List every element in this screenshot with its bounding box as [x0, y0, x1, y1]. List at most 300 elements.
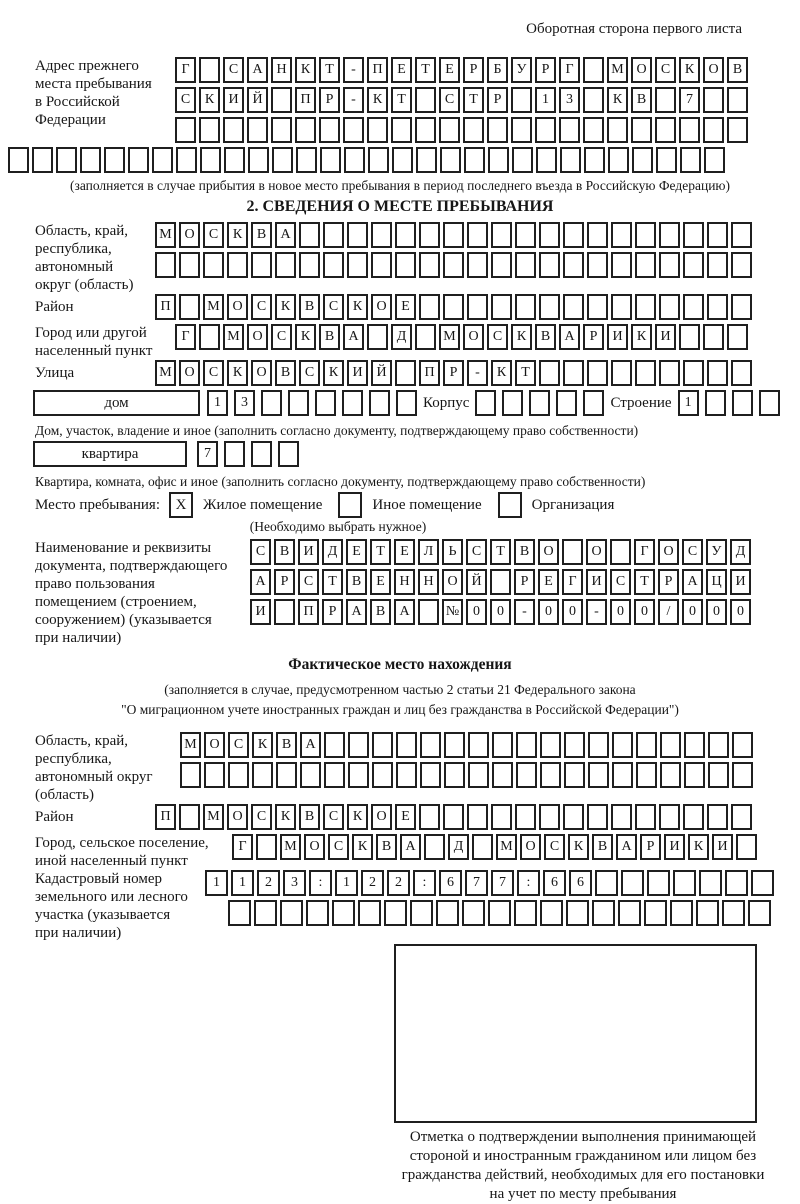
char-cell[interactable] — [587, 804, 608, 830]
char-cell[interactable] — [436, 900, 459, 926]
char-cell[interactable]: Ь — [442, 539, 463, 565]
char-cell[interactable] — [736, 834, 757, 860]
char-cell[interactable]: Р — [658, 569, 679, 595]
char-cell[interactable]: А — [559, 324, 580, 350]
char-cell[interactable]: О — [371, 294, 392, 320]
char-cell[interactable]: В — [275, 360, 296, 386]
char-cell[interactable] — [272, 147, 293, 173]
char-cell[interactable] — [415, 87, 436, 113]
char-cell[interactable]: Й — [247, 87, 268, 113]
char-cell[interactable] — [670, 900, 693, 926]
char-cell[interactable]: К — [607, 87, 628, 113]
char-cell[interactable] — [80, 147, 101, 173]
char-cell[interactable]: О — [703, 57, 724, 83]
char-cell[interactable] — [583, 57, 604, 83]
char-cell[interactable]: Т — [391, 87, 412, 113]
char-cell[interactable] — [384, 900, 407, 926]
char-cell[interactable]: К — [227, 222, 248, 248]
char-cell[interactable]: П — [155, 294, 176, 320]
char-cell[interactable] — [635, 222, 656, 248]
char-cell[interactable]: С — [271, 324, 292, 350]
char-cell[interactable] — [683, 222, 704, 248]
char-cell[interactable] — [467, 804, 488, 830]
char-cell[interactable]: Т — [463, 87, 484, 113]
char-cell[interactable] — [759, 390, 780, 416]
char-cell[interactable]: М — [180, 732, 201, 758]
char-cell[interactable]: : — [413, 870, 436, 896]
char-cell[interactable]: К — [511, 324, 532, 350]
char-cell[interactable]: М — [607, 57, 628, 83]
char-cell[interactable]: Г — [559, 57, 580, 83]
char-cell[interactable] — [587, 252, 608, 278]
char-cell[interactable]: В — [346, 569, 367, 595]
char-cell[interactable] — [419, 252, 440, 278]
char-cell[interactable] — [416, 147, 437, 173]
char-cell[interactable] — [659, 360, 680, 386]
char-cell[interactable] — [467, 252, 488, 278]
char-cell[interactable] — [540, 900, 563, 926]
char-cell[interactable]: К — [275, 294, 296, 320]
char-cell[interactable] — [540, 762, 561, 788]
char-cell[interactable]: 0 — [706, 599, 727, 625]
char-cell[interactable] — [684, 762, 705, 788]
char-cell[interactable]: И — [730, 569, 751, 595]
char-cell[interactable] — [611, 222, 632, 248]
char-cell[interactable] — [8, 147, 29, 173]
char-cell[interactable]: 6 — [569, 870, 592, 896]
char-cell[interactable]: Е — [346, 539, 367, 565]
char-cell[interactable]: Р — [514, 569, 535, 595]
char-cell[interactable] — [583, 117, 604, 143]
char-cell[interactable] — [306, 900, 329, 926]
char-cell[interactable] — [472, 834, 493, 860]
char-cell[interactable] — [342, 390, 363, 416]
char-cell[interactable] — [502, 390, 523, 416]
char-cell[interactable]: № — [442, 599, 463, 625]
char-cell[interactable]: В — [319, 324, 340, 350]
char-cell[interactable]: Й — [466, 569, 487, 595]
char-cell[interactable] — [278, 441, 299, 467]
char-cell[interactable]: С — [323, 804, 344, 830]
char-cell[interactable]: Т — [634, 569, 655, 595]
char-cell[interactable] — [152, 147, 173, 173]
char-cell[interactable] — [559, 117, 580, 143]
char-cell[interactable] — [515, 252, 536, 278]
char-cell[interactable]: К — [275, 804, 296, 830]
char-cell[interactable] — [595, 870, 618, 896]
char-cell[interactable]: И — [586, 569, 607, 595]
char-cell[interactable] — [323, 222, 344, 248]
char-cell[interactable] — [511, 87, 532, 113]
char-cell[interactable]: О — [304, 834, 325, 860]
char-cell[interactable]: П — [155, 804, 176, 830]
char-cell[interactable]: И — [223, 87, 244, 113]
char-cell[interactable] — [348, 732, 369, 758]
char-cell[interactable] — [610, 539, 631, 565]
char-cell[interactable]: К — [679, 57, 700, 83]
char-cell[interactable] — [395, 252, 416, 278]
char-cell[interactable] — [655, 87, 676, 113]
char-cell[interactable]: А — [616, 834, 637, 860]
char-cell[interactable] — [563, 804, 584, 830]
char-cell[interactable] — [180, 762, 201, 788]
char-cell[interactable]: 1 — [231, 870, 254, 896]
char-cell[interactable] — [612, 762, 633, 788]
char-cell[interactable] — [583, 390, 604, 416]
char-cell[interactable] — [673, 870, 696, 896]
char-cell[interactable]: К — [295, 57, 316, 83]
char-cell[interactable] — [659, 252, 680, 278]
char-cell[interactable] — [104, 147, 125, 173]
char-cell[interactable]: М — [203, 294, 224, 320]
char-cell[interactable]: У — [511, 57, 532, 83]
char-cell[interactable]: Г — [175, 324, 196, 350]
char-cell[interactable] — [707, 252, 728, 278]
char-cell[interactable] — [491, 222, 512, 248]
char-cell[interactable] — [128, 147, 149, 173]
char-cell[interactable] — [539, 360, 560, 386]
char-cell[interactable] — [556, 390, 577, 416]
char-cell[interactable]: Г — [634, 539, 655, 565]
char-cell[interactable] — [320, 147, 341, 173]
char-cell[interactable]: М — [280, 834, 301, 860]
char-cell[interactable] — [467, 294, 488, 320]
char-cell[interactable] — [563, 294, 584, 320]
char-cell[interactable]: И — [347, 360, 368, 386]
char-cell[interactable] — [587, 222, 608, 248]
char-cell[interactable]: О — [631, 57, 652, 83]
char-cell[interactable]: О — [658, 539, 679, 565]
char-cell[interactable]: К — [568, 834, 589, 860]
char-cell[interactable] — [511, 117, 532, 143]
char-cell[interactable] — [32, 147, 53, 173]
char-cell[interactable] — [751, 870, 774, 896]
char-cell[interactable]: Р — [319, 87, 340, 113]
char-cell[interactable] — [252, 762, 273, 788]
char-cell[interactable] — [655, 117, 676, 143]
char-cell[interactable]: Б — [487, 57, 508, 83]
char-cell[interactable]: В — [376, 834, 397, 860]
char-cell[interactable]: К — [295, 324, 316, 350]
char-cell[interactable]: - — [586, 599, 607, 625]
char-cell[interactable]: Т — [515, 360, 536, 386]
char-cell[interactable]: А — [300, 732, 321, 758]
char-cell[interactable] — [344, 147, 365, 173]
char-cell[interactable] — [731, 360, 752, 386]
char-cell[interactable]: К — [631, 324, 652, 350]
char-cell[interactable]: С — [299, 360, 320, 386]
char-cell[interactable] — [323, 252, 344, 278]
char-cell[interactable]: С — [203, 222, 224, 248]
char-cell[interactable] — [748, 900, 771, 926]
char-cell[interactable]: С — [223, 57, 244, 83]
char-cell[interactable] — [371, 252, 392, 278]
char-cell[interactable]: С — [203, 360, 224, 386]
char-cell[interactable]: С — [439, 87, 460, 113]
char-cell[interactable]: Е — [395, 804, 416, 830]
char-cell[interactable]: 0 — [562, 599, 583, 625]
char-cell[interactable]: М — [155, 222, 176, 248]
char-cell[interactable] — [703, 87, 724, 113]
char-cell[interactable] — [539, 252, 560, 278]
char-cell[interactable] — [732, 732, 753, 758]
char-cell[interactable]: Е — [394, 539, 415, 565]
char-cell[interactable] — [635, 360, 656, 386]
char-cell[interactable]: О — [442, 569, 463, 595]
char-cell[interactable]: В — [727, 57, 748, 83]
char-cell[interactable] — [444, 762, 465, 788]
char-cell[interactable] — [540, 732, 561, 758]
char-cell[interactable] — [680, 147, 701, 173]
char-cell[interactable]: : — [309, 870, 332, 896]
char-cell[interactable]: С — [250, 539, 271, 565]
char-cell[interactable] — [299, 222, 320, 248]
char-cell[interactable]: Е — [370, 569, 391, 595]
char-cell[interactable]: Г — [232, 834, 253, 860]
char-cell[interactable] — [199, 324, 220, 350]
char-cell[interactable] — [204, 762, 225, 788]
char-cell[interactable] — [439, 117, 460, 143]
char-cell[interactable] — [396, 390, 417, 416]
char-cell[interactable]: С — [298, 569, 319, 595]
char-cell[interactable]: О — [179, 360, 200, 386]
char-cell[interactable]: Р — [322, 599, 343, 625]
char-cell[interactable]: К — [227, 360, 248, 386]
char-cell[interactable]: И — [655, 324, 676, 350]
char-cell[interactable]: П — [298, 599, 319, 625]
char-cell[interactable] — [732, 390, 753, 416]
char-cell[interactable]: Т — [370, 539, 391, 565]
char-cell[interactable] — [463, 117, 484, 143]
char-cell[interactable]: И — [664, 834, 685, 860]
char-cell[interactable] — [563, 252, 584, 278]
char-cell[interactable] — [563, 360, 584, 386]
char-cell[interactable]: 1 — [205, 870, 228, 896]
char-cell[interactable]: К — [688, 834, 709, 860]
char-cell[interactable] — [491, 252, 512, 278]
char-cell[interactable]: 1 — [335, 870, 358, 896]
char-cell[interactable]: В — [299, 294, 320, 320]
char-cell[interactable]: Е — [538, 569, 559, 595]
char-cell[interactable] — [515, 222, 536, 248]
char-cell[interactable]: К — [352, 834, 373, 860]
char-cell[interactable]: Р — [487, 87, 508, 113]
char-cell[interactable] — [707, 360, 728, 386]
char-cell[interactable] — [566, 900, 589, 926]
char-cell[interactable] — [443, 252, 464, 278]
char-cell[interactable]: А — [250, 569, 271, 595]
char-cell[interactable]: 1 — [207, 390, 228, 416]
char-cell[interactable] — [607, 117, 628, 143]
char-cell[interactable] — [732, 762, 753, 788]
char-cell[interactable] — [592, 900, 615, 926]
char-cell[interactable]: В — [276, 732, 297, 758]
char-cell[interactable]: 3 — [234, 390, 255, 416]
char-cell[interactable] — [491, 804, 512, 830]
char-cell[interactable] — [176, 147, 197, 173]
char-cell[interactable] — [415, 324, 436, 350]
char-cell[interactable]: С — [682, 539, 703, 565]
char-cell[interactable]: М — [203, 804, 224, 830]
char-cell[interactable] — [535, 117, 556, 143]
char-cell[interactable] — [707, 804, 728, 830]
char-cell[interactable] — [722, 900, 745, 926]
char-cell[interactable] — [515, 294, 536, 320]
char-cell[interactable]: М — [223, 324, 244, 350]
char-cell[interactable]: С — [544, 834, 565, 860]
char-cell[interactable] — [468, 762, 489, 788]
char-cell[interactable] — [679, 324, 700, 350]
char-cell[interactable]: Р — [274, 569, 295, 595]
char-cell[interactable] — [564, 732, 585, 758]
char-cell[interactable]: Т — [319, 57, 340, 83]
char-cell[interactable] — [587, 360, 608, 386]
char-cell[interactable] — [288, 390, 309, 416]
char-cell[interactable] — [647, 870, 670, 896]
char-cell[interactable]: : — [517, 870, 540, 896]
char-cell[interactable] — [514, 900, 537, 926]
char-cell[interactable] — [660, 762, 681, 788]
char-cell[interactable] — [254, 900, 277, 926]
char-cell[interactable] — [299, 252, 320, 278]
char-cell[interactable] — [659, 222, 680, 248]
char-cell[interactable]: В — [251, 222, 272, 248]
char-cell[interactable]: О — [586, 539, 607, 565]
char-cell[interactable] — [256, 834, 277, 860]
char-cell[interactable]: - — [467, 360, 488, 386]
char-cell[interactable] — [731, 294, 752, 320]
char-cell[interactable]: О — [538, 539, 559, 565]
char-cell[interactable]: Р — [640, 834, 661, 860]
char-cell[interactable] — [621, 870, 644, 896]
char-cell[interactable]: 7 — [197, 441, 218, 467]
char-cell[interactable] — [319, 117, 340, 143]
char-cell[interactable]: 1 — [535, 87, 556, 113]
char-cell[interactable]: А — [394, 599, 415, 625]
char-cell[interactable] — [659, 294, 680, 320]
char-cell[interactable] — [587, 294, 608, 320]
char-cell[interactable] — [584, 147, 605, 173]
char-cell[interactable]: Д — [391, 324, 412, 350]
char-cell[interactable] — [727, 117, 748, 143]
char-cell[interactable] — [410, 900, 433, 926]
char-cell[interactable] — [324, 732, 345, 758]
char-cell[interactable] — [635, 252, 656, 278]
char-cell[interactable] — [274, 599, 295, 625]
char-cell[interactable] — [727, 87, 748, 113]
char-cell[interactable] — [367, 117, 388, 143]
char-cell[interactable] — [696, 900, 719, 926]
char-cell[interactable] — [343, 117, 364, 143]
char-cell[interactable] — [611, 252, 632, 278]
char-cell[interactable] — [419, 294, 440, 320]
char-cell[interactable] — [588, 732, 609, 758]
char-cell[interactable] — [490, 569, 511, 595]
char-cell[interactable]: М — [155, 360, 176, 386]
char-cell[interactable] — [683, 804, 704, 830]
char-cell[interactable] — [348, 762, 369, 788]
char-cell[interactable]: О — [520, 834, 541, 860]
char-cell[interactable] — [395, 360, 416, 386]
char-cell[interactable]: П — [419, 360, 440, 386]
char-cell[interactable] — [679, 117, 700, 143]
char-cell[interactable] — [276, 762, 297, 788]
char-cell[interactable] — [516, 732, 537, 758]
char-cell[interactable]: К — [199, 87, 220, 113]
char-cell[interactable] — [612, 732, 633, 758]
char-cell[interactable]: 7 — [679, 87, 700, 113]
char-cell[interactable] — [539, 222, 560, 248]
char-cell[interactable]: К — [491, 360, 512, 386]
char-cell[interactable]: О — [247, 324, 268, 350]
char-cell[interactable] — [636, 762, 657, 788]
char-cell[interactable] — [488, 147, 509, 173]
char-cell[interactable] — [368, 147, 389, 173]
char-cell[interactable]: Й — [371, 360, 392, 386]
char-cell[interactable]: О — [204, 732, 225, 758]
char-cell[interactable]: И — [298, 539, 319, 565]
char-cell[interactable] — [467, 222, 488, 248]
char-cell[interactable] — [261, 390, 282, 416]
char-cell[interactable]: Д — [448, 834, 469, 860]
char-cell[interactable] — [684, 732, 705, 758]
char-cell[interactable] — [372, 732, 393, 758]
char-cell[interactable] — [731, 252, 752, 278]
char-cell[interactable] — [487, 117, 508, 143]
char-cell[interactable] — [296, 147, 317, 173]
char-cell[interactable]: 1 — [678, 390, 699, 416]
char-cell[interactable] — [179, 294, 200, 320]
char-cell[interactable] — [492, 732, 513, 758]
char-cell[interactable] — [300, 762, 321, 788]
char-cell[interactable] — [608, 147, 629, 173]
char-cell[interactable] — [564, 762, 585, 788]
char-cell[interactable]: И — [607, 324, 628, 350]
char-cell[interactable] — [415, 117, 436, 143]
char-cell[interactable] — [420, 762, 441, 788]
char-cell[interactable] — [367, 324, 388, 350]
char-cell[interactable]: У — [706, 539, 727, 565]
char-cell[interactable]: - — [514, 599, 535, 625]
char-cell[interactable] — [659, 804, 680, 830]
char-cell[interactable]: Н — [418, 569, 439, 595]
char-cell[interactable] — [462, 900, 485, 926]
char-cell[interactable]: С — [610, 569, 631, 595]
char-cell[interactable] — [155, 252, 176, 278]
char-cell[interactable]: О — [179, 222, 200, 248]
char-cell[interactable]: В — [535, 324, 556, 350]
char-cell[interactable] — [271, 117, 292, 143]
char-cell[interactable]: И — [712, 834, 733, 860]
char-cell[interactable] — [444, 732, 465, 758]
char-cell[interactable]: К — [252, 732, 273, 758]
char-cell[interactable] — [358, 900, 381, 926]
char-cell[interactable] — [443, 804, 464, 830]
char-cell[interactable]: К — [347, 294, 368, 320]
char-cell[interactable] — [656, 147, 677, 173]
char-cell[interactable]: К — [323, 360, 344, 386]
char-cell[interactable]: С — [175, 87, 196, 113]
char-cell[interactable]: Е — [439, 57, 460, 83]
char-cell[interactable] — [731, 804, 752, 830]
char-cell[interactable] — [324, 762, 345, 788]
char-cell[interactable] — [644, 900, 667, 926]
char-cell[interactable] — [708, 762, 729, 788]
char-cell[interactable] — [683, 252, 704, 278]
stay-type-checkbox-other[interactable] — [338, 492, 362, 518]
char-cell[interactable] — [562, 539, 583, 565]
char-cell[interactable]: Т — [415, 57, 436, 83]
